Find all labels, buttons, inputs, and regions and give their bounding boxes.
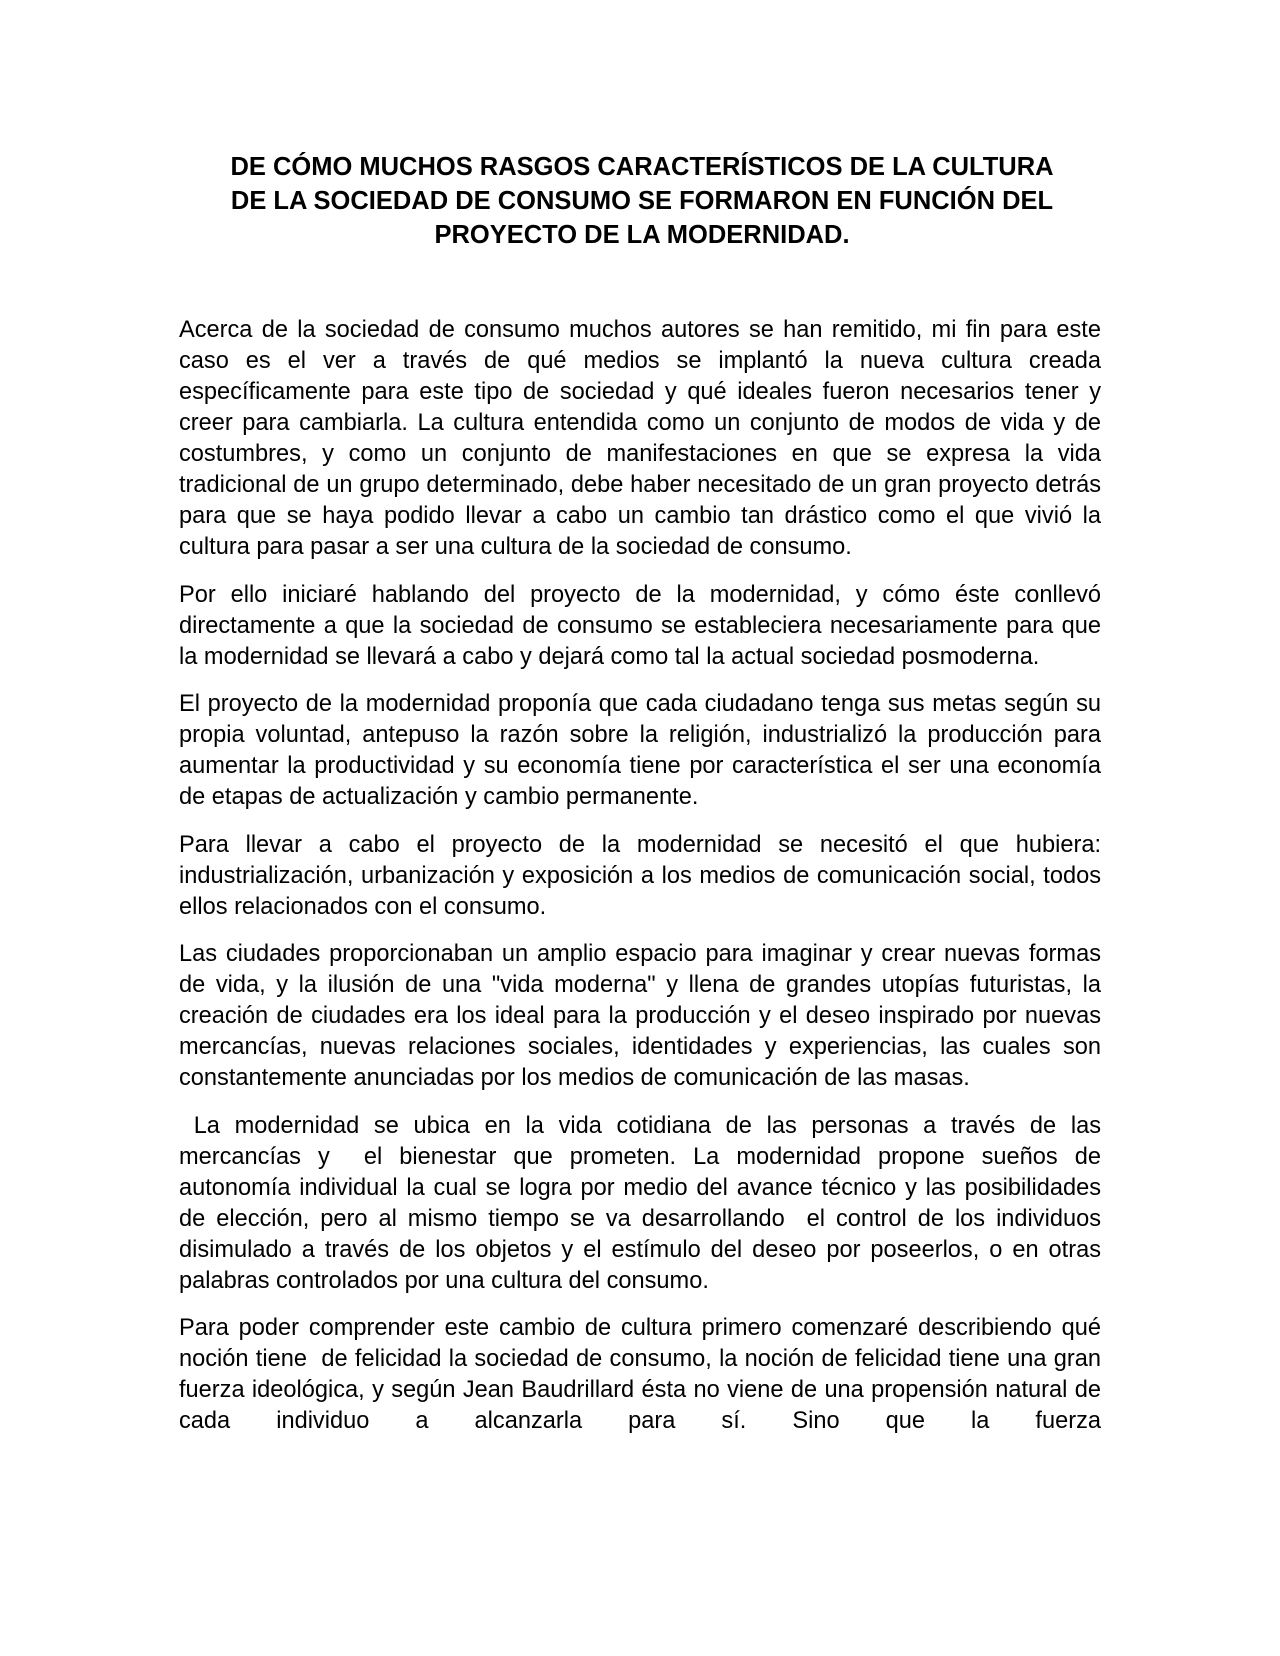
document-title <box>182 150 1102 252</box>
document-body <box>179 315 1115 1454</box>
paragraph: Las ciudades proporcionaban un amplio espacio para imaginar y crear nuevas formas de vida, y la ilusión de una "vida moderna" y llena de grandes utopías futuristas, la creación de ciudades era los ideal para la producción y el deseo inspirado por nuevas mercancías, nuevas relaciones sociales, identidades y experiencias, las cuales son constantemente anunciadas por los medios de comunicación de las masas. <box>179 941 1101 1091</box>
paragraph: Acerca de la sociedad de consumo muchos autores se han remitido, mi fin para este caso es el ver a través de qué medios se implantó la nueva cultura creada específicamente para este tipo de sociedad y qué ideales fueron necesarios tener y creer para cambiarla. La cultura entendida como un conjunto de modos de vida y de costumbres, y como un conjunto de manifestaciones en que se expresa la vida tradicional de un grupo determinado, debe haber necesitado de un gran proyecto detrás para que se haya podido llevar a cabo un cambio tan drástico como el que vivió la cultura para pasar a ser una cultura de la sociedad de consumo. <box>179 317 1101 560</box>
paragraph: Por ello iniciaré hablando del proyecto de la modernidad, y cómo éste conllevó directamente a que la sociedad de consumo se estableciera necesariamente para que la modernidad se llevará a cabo y dejará como tal la actual sociedad posmoderna. <box>179 581 1101 670</box>
paragraph: El proyecto de la modernidad proponía que cada ciudadano tenga sus metas según su propia voluntad, antepuso la razón sobre la religión, industrializó la producción para aumentar la productividad y su economía tiene por característica el ser una economía de etapas de actualización y cambio permanente. <box>179 691 1101 810</box>
title-line: PROYECTO DE LA MODERNIDAD. <box>434 221 850 249</box>
title-line: DE LA SOCIEDAD DE CONSUMO SE FORMARON EN FUNCIÓN DEL <box>230 187 1054 215</box>
paragraph: Para poder comprender este cambio de cultura primero comenzaré describiendo qué noción tiene de felicidad la sociedad de consumo, la noción de felicidad tiene una gran fuerza ideológica, y según Jean Baudrillard ésta no viene de una propensión natural de cada individuo a alcanzarla para sí. Sino que la fuerza <box>179 1315 1108 1434</box>
paragraph: La modernidad se ubica en la vida cotidiana de las personas a través de las mercancías y el bienestar que prometen. La modernidad propone sueños de autonomía individual la cual se logra por medio del avance técnico y las posibilidades de elección, pero al mismo tiempo se va desarrollando el control de los individuos disimulado a través de los objetos y el estímulo del deseo por poseerlos, o en otras palabras controlados por una cultura del consumo. <box>179 1112 1115 1294</box>
title-line: DE CÓMO MUCHOS RASGOS CARACTERÍSTICOS DE LA CULTURA <box>230 153 1054 181</box>
paragraph: Para llevar a cabo el proyecto de la modernidad se necesitó el que hubiera: industrialización, urbanización y exposición a los medios de comunicación social, todos ellos relacionados con el consumo. <box>179 831 1101 920</box>
